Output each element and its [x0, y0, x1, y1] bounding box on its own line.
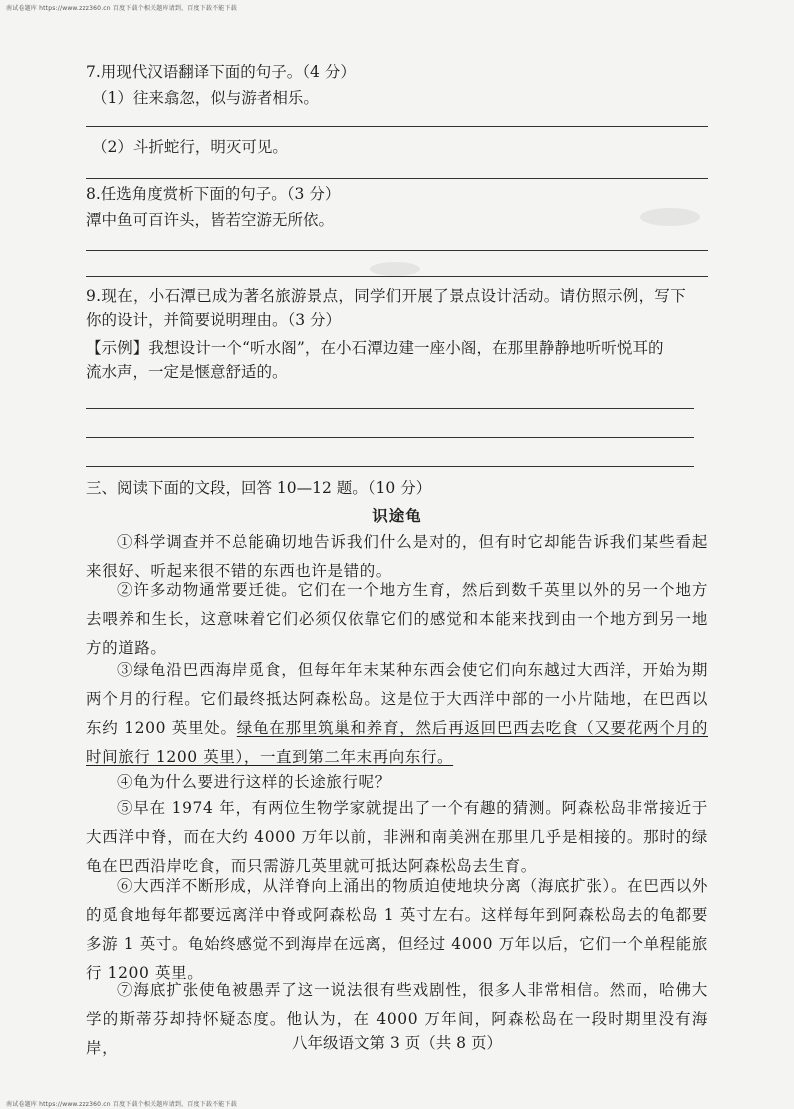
scan-smudge — [370, 262, 420, 276]
q7-stem: 7.用现代汉语翻译下面的句子。（4 分） — [86, 63, 356, 81]
q9-example-line-2: 流水声，一定是惬意舒适的。 — [86, 363, 288, 381]
paragraph-3-text: ③绿龟沿巴西海岸觅食，但每年年末某种东西会使它们向东越过大西洋，开始为期两个月的行程。它们最终抵达阿森松岛。这是位于大西洋中部的一小片陆地，在巴西以东约 1200 英里处。 — [86, 661, 708, 737]
passage-paragraph-6: ⑥大西洋不断形成，从洋脊向上涌出的物质迫使地块分离（海底扩张）。在巴西以外的觅食地每年都要远离洋中脊或阿森松岛 1 英寸左右。这样每年到阿森松岛去的龟都要多游 1 英寸。龟始终感觉不到海岸在远离，但经过 4000 万年以后，它们一个单程能旅行 1200 英里。 — [86, 877, 708, 982]
answer-line — [86, 437, 694, 438]
q8-stem: 8.任选角度赏析下面的句子。（3 分） — [86, 185, 341, 203]
q8-sentence: 潭中鱼可百许头，皆若空游无所依。 — [86, 211, 335, 229]
answer-line — [86, 250, 708, 251]
paragraph-3-underlined-text: 绿龟在那里筑巢和养育，然后再返回巴西去吃食（又要花两个月的时间旅行 1200 英里），一直到第二年末再向东行。 — [86, 719, 708, 766]
q9-stem-line-1: 9.现在，小石潭已成为著名旅游景点，同学们开展了景点设计活动。请仿照示例，写下 — [86, 287, 686, 305]
answer-line — [86, 466, 694, 467]
q7-sentence-2: （2）斗折蛇行，明灭可见。 — [92, 138, 288, 156]
q7-sentence-1: （1）往来翕忽，似与游者相乐。 — [92, 89, 319, 107]
watermark-top: 南试卷题库 https://www.zzz360.cn 百度下载个相关题库请到，百度下载不能下载 — [6, 5, 237, 12]
q9-stem-line-2: 你的设计，并简要说明理由。（3 分） — [86, 311, 342, 329]
scan-smudge — [640, 208, 700, 226]
answer-line — [86, 126, 708, 127]
answer-line — [86, 276, 708, 277]
page-footer: 八年级语文第 3 页（共 8 页） — [292, 1034, 502, 1052]
passage-paragraph-2: ②许多动物通常要迁徙。它们在一个地方生育，然后到数千英里以外的另一个地方去喂养和生长，这意味着它们必须仅依靠它们的感觉和本能来找到由一个地方到另一地方的道路。 — [86, 581, 708, 657]
passage-paragraph-3 — [86, 656, 708, 772]
answer-line — [86, 408, 694, 409]
q9-example-line-1: 【示例】我想设计一个“听水阁”，在小石潭边建一座小阁，在那里静静地听听悦耳的 — [86, 339, 664, 357]
passage-title: 识途龟 — [372, 506, 422, 525]
answer-line — [86, 178, 708, 179]
passage-paragraph-7: ⑦海底扩张使龟被愚弄了这一说法很有些戏剧性，很多人非常相信。然而，哈佛大学的斯蒂芬却持怀疑态度。他认为，在 4000 万年间，阿森松岛在一段时期里没有海岸， — [86, 981, 708, 1057]
watermark-bottom: 南试卷题库 https://www.zzz360.cn 百度下载个相关题库请到，百度下载不能下载 — [6, 1101, 237, 1108]
section-3-heading: 三、阅读下面的文段，回答 10—12 题。（10 分） — [86, 479, 432, 497]
passage-paragraph-1: ①科学调查并不总能确切地告诉我们什么是对的，但有时它却能告诉我们某些看起来很好、听起来很不错的东西也许是错的。 — [86, 533, 708, 580]
passage-paragraph-5: ⑤早在 1974 年，有两位生物学家就提出了一个有趣的猜测。阿森松岛非常接近于大西洋中脊，而在大约 4000 万年以前，非洲和南美洲在那里几乎是相接的。那时的绿龟在巴西沿岸吃食，而只需游几英里就可抵达阿森松岛去生育。 — [86, 799, 708, 875]
passage-paragraph-4: ④龟为什么要进行这样的长途旅行呢？ — [117, 773, 391, 791]
